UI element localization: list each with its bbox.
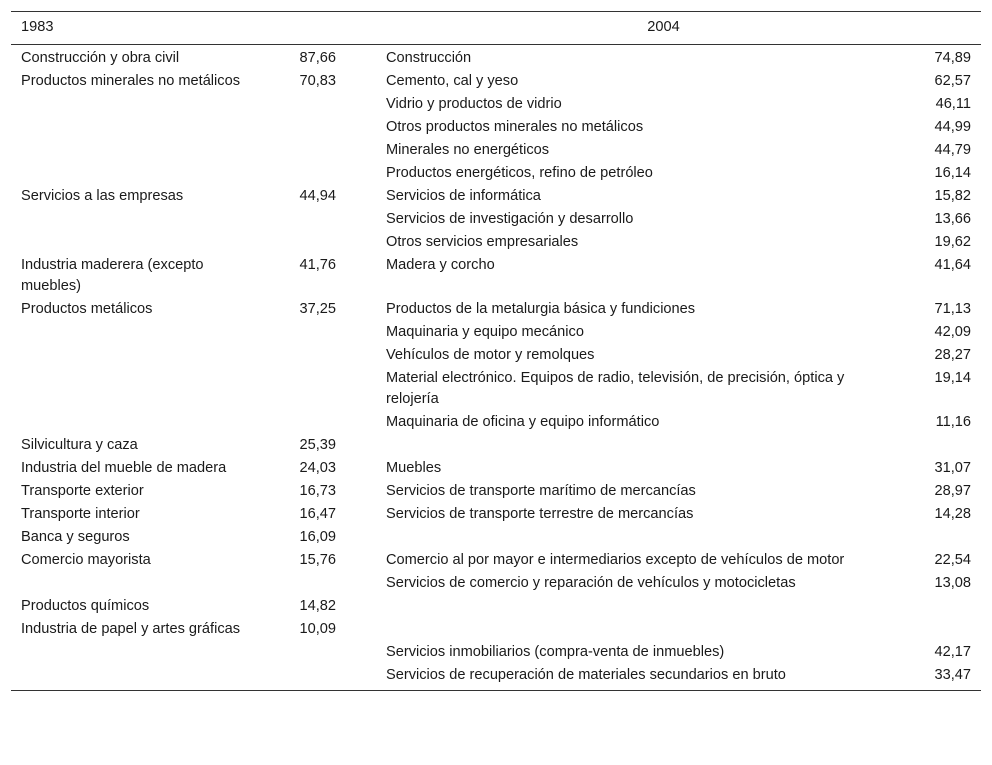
value-2004: 41,64 <box>934 257 972 273</box>
sector-2004: Material electrónico. Equipos de radio, televisión, de precisión, óptica y relojería <box>386 370 845 407</box>
value-2004: 44,79 <box>934 142 972 158</box>
sector-1983: Industria de papel y artes gráficas <box>21 621 241 637</box>
sector-2004: Servicios de recuperación de materiales secundarios en bruto <box>386 667 786 683</box>
sector-1983 <box>11 162 271 185</box>
spacer <box>346 70 376 93</box>
sector-2004: Muebles <box>386 460 442 476</box>
value-1983: 87,66 <box>299 50 336 66</box>
value-2004: 74,89 <box>934 50 972 66</box>
spacer <box>346 480 376 503</box>
table-row <box>11 595 981 618</box>
spacer <box>346 434 376 457</box>
spacer <box>346 595 376 618</box>
sector-comparison-table <box>11 11 981 691</box>
sector-2004 <box>376 526 861 549</box>
value-2004: 15,82 <box>934 188 972 204</box>
spacer <box>346 321 376 344</box>
sector-1983: Productos químicos <box>21 598 150 614</box>
spacer <box>346 618 376 641</box>
value-1983: 24,03 <box>299 460 336 476</box>
spacer <box>346 457 376 480</box>
sector-1983 <box>11 116 271 139</box>
value-2004: 13,08 <box>934 575 972 591</box>
sector-1983: Industria del mueble de madera <box>21 460 227 476</box>
value-1983: 15,76 <box>299 552 336 568</box>
value-1983 <box>271 367 346 411</box>
value-2004: 42,09 <box>934 324 972 340</box>
value-2004: 71,13 <box>934 301 972 317</box>
sector-1983 <box>11 93 271 116</box>
sector-1983: Comercio mayorista <box>21 552 151 568</box>
sector-1983: Construcción y obra civil <box>21 50 180 66</box>
sector-1983 <box>11 411 271 434</box>
spacer <box>346 298 376 321</box>
value-1983 <box>271 411 346 434</box>
spacer <box>346 572 376 595</box>
spacer <box>346 208 376 231</box>
table-row <box>11 367 981 411</box>
value-1983 <box>271 93 346 116</box>
table-row <box>11 298 981 321</box>
table-row <box>11 321 981 344</box>
sector-2004: Vehículos de motor y remolques <box>386 347 595 363</box>
header-row <box>11 12 981 45</box>
value-1983 <box>271 139 346 162</box>
value-2004: 19,62 <box>934 234 972 250</box>
spacer <box>346 344 376 367</box>
table-row <box>11 572 981 595</box>
value-2004 <box>861 595 981 618</box>
table-row <box>11 664 981 691</box>
sector-1983: Productos metálicos <box>21 301 153 317</box>
sector-2004: Servicios de informática <box>386 188 541 204</box>
value-1983: 16,73 <box>299 483 336 499</box>
sector-1983 <box>11 641 271 664</box>
sector-2004: Madera y corcho <box>386 257 495 273</box>
sector-2004: Construcción <box>386 50 472 66</box>
header-year-1983: 1983 <box>21 19 54 35</box>
value-1983 <box>271 231 346 254</box>
sector-1983 <box>11 367 271 411</box>
sector-2004: Servicios de transporte terrestre de mercancías <box>386 506 694 522</box>
table-row <box>11 70 981 93</box>
value-1983: 70,83 <box>299 73 336 89</box>
sector-1983: Servicios a las empresas <box>21 188 184 204</box>
value-1983: 37,25 <box>299 301 336 317</box>
table-row <box>11 45 981 71</box>
sector-1983 <box>11 139 271 162</box>
spacer <box>346 411 376 434</box>
sector-2004: Vidrio y productos de vidrio <box>386 96 562 112</box>
sector-2004: Productos de la metalurgia básica y fundiciones <box>386 301 696 317</box>
sector-2004 <box>376 434 861 457</box>
sector-2004: Productos energéticos, refino de petróleo <box>386 165 653 181</box>
sector-2004: Servicios de comercio y reparación de vehículos y motocicletas <box>386 575 796 591</box>
sector-1983: Transporte interior <box>21 506 140 522</box>
sector-1983 <box>11 231 271 254</box>
value-1983 <box>271 344 346 367</box>
value-2004: 14,28 <box>934 506 972 522</box>
value-2004: 19,14 <box>934 370 972 386</box>
value-2004: 42,17 <box>934 644 972 660</box>
sector-1983: Industria maderera (excepto muebles) <box>21 257 204 294</box>
table-row <box>11 549 981 572</box>
value-1983: 16,09 <box>299 529 336 545</box>
value-1983: 10,09 <box>299 621 336 637</box>
value-2004 <box>861 618 981 641</box>
sector-1983: Productos minerales no metálicos <box>21 73 241 89</box>
value-1983 <box>271 664 346 691</box>
sector-1983: Silvicultura y caza <box>21 437 138 453</box>
value-1983: 44,94 <box>299 188 336 204</box>
spacer <box>346 503 376 526</box>
sector-1983 <box>11 572 271 595</box>
value-1983 <box>271 162 346 185</box>
spacer <box>346 367 376 411</box>
sector-2004: Otros servicios empresariales <box>386 234 579 250</box>
header-year-2004: 2004 <box>647 19 680 35</box>
sector-1983 <box>11 664 271 691</box>
sector-2004: Comercio al por mayor e intermediarios excepto de vehículos de motor <box>386 552 845 568</box>
sector-2004 <box>376 618 861 641</box>
spacer <box>346 549 376 572</box>
spacer <box>346 45 376 71</box>
value-1983: 25,39 <box>299 437 336 453</box>
table-row <box>11 480 981 503</box>
value-1983 <box>271 572 346 595</box>
table-row <box>11 411 981 434</box>
table-row <box>11 139 981 162</box>
value-1983 <box>271 116 346 139</box>
value-2004: 16,14 <box>934 165 972 181</box>
value-2004 <box>861 434 981 457</box>
value-2004: 22,54 <box>934 552 972 568</box>
table-row <box>11 618 981 641</box>
table-row <box>11 641 981 664</box>
table-row <box>11 254 981 298</box>
sector-2004: Otros productos minerales no metálicos <box>386 119 644 135</box>
table-row <box>11 526 981 549</box>
table-row <box>11 162 981 185</box>
sector-2004: Maquinaria de oficina y equipo informático <box>386 414 660 430</box>
sector-2004: Servicios inmobiliarios (compra-venta de inmuebles) <box>386 644 725 660</box>
value-2004: 33,47 <box>934 667 972 683</box>
table-row <box>11 434 981 457</box>
sector-2004: Servicios de investigación y desarrollo <box>386 211 634 227</box>
spacer <box>346 641 376 664</box>
spacer <box>346 185 376 208</box>
table-body <box>11 45 981 691</box>
value-2004: 13,66 <box>934 211 972 227</box>
value-2004: 62,57 <box>934 73 972 89</box>
sector-1983 <box>11 321 271 344</box>
sector-1983 <box>11 344 271 367</box>
value-2004: 46,11 <box>935 96 972 112</box>
table-row <box>11 208 981 231</box>
spacer <box>346 664 376 691</box>
sector-2004: Servicios de transporte marítimo de mercancías <box>386 483 696 499</box>
table-row <box>11 231 981 254</box>
value-1983 <box>271 321 346 344</box>
table-row <box>11 93 981 116</box>
spacer <box>346 116 376 139</box>
value-2004: 31,07 <box>934 460 972 476</box>
table-row <box>11 457 981 480</box>
spacer <box>346 162 376 185</box>
table-container <box>11 11 981 691</box>
sector-2004 <box>376 595 861 618</box>
value-2004: 11,16 <box>935 414 972 430</box>
spacer <box>346 231 376 254</box>
spacer <box>346 139 376 162</box>
sector-2004: Cemento, cal y yeso <box>386 73 519 89</box>
spacer <box>346 93 376 116</box>
table-row <box>11 185 981 208</box>
value-2004: 28,27 <box>934 347 972 363</box>
sector-2004: Minerales no energéticos <box>386 142 550 158</box>
sector-1983 <box>11 208 271 231</box>
value-1983 <box>271 208 346 231</box>
table-row <box>11 116 981 139</box>
value-2004: 44,99 <box>934 119 972 135</box>
sector-1983: Banca y seguros <box>21 529 130 545</box>
value-1983 <box>271 641 346 664</box>
value-1983: 41,76 <box>299 257 336 273</box>
value-2004: 28,97 <box>934 483 972 499</box>
table-row <box>11 344 981 367</box>
value-1983: 14,82 <box>299 598 336 614</box>
spacer <box>346 254 376 298</box>
sector-2004: Maquinaria y equipo mecánico <box>386 324 584 340</box>
value-2004 <box>861 526 981 549</box>
spacer <box>346 526 376 549</box>
table-row <box>11 503 981 526</box>
sector-1983: Transporte exterior <box>21 483 144 499</box>
value-1983: 16,47 <box>299 506 336 522</box>
